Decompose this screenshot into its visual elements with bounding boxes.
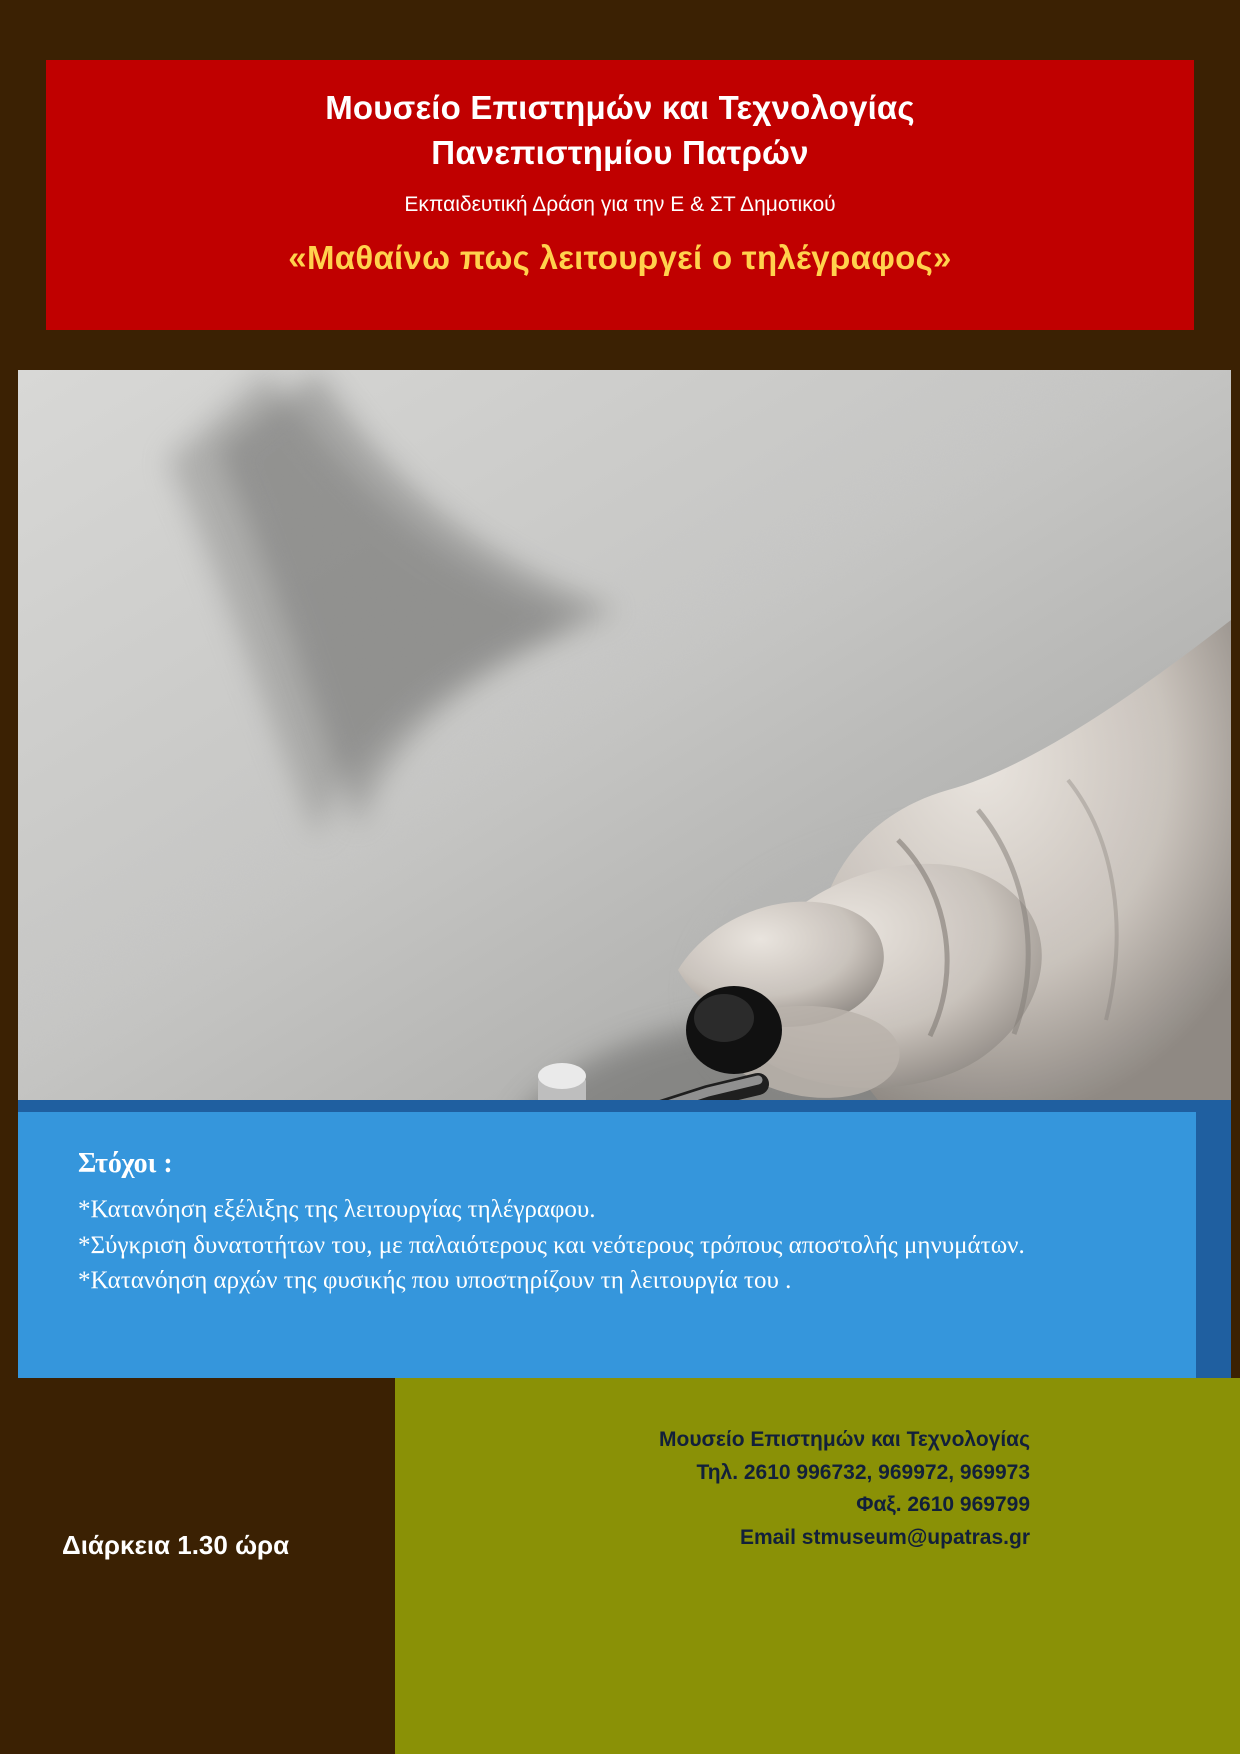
contact-info (659, 1424, 1030, 1554)
contact-org: Μουσείο Επιστημών και Τεχνολογίας (659, 1428, 1030, 1451)
objectives-title: Στόχοι : (78, 1148, 173, 1179)
telegraph-photo (18, 370, 1231, 1100)
museum-title-line2: Πανεπιστημίου Πατρών (431, 133, 809, 171)
header-banner (46, 60, 1194, 330)
duration-label: Διάρκεια 1.30 ώρα (62, 1530, 290, 1560)
activity-title: «Μαθαίνω πως λειτουργεί ο τηλέγραφος» (288, 239, 952, 277)
footer-left-block (0, 1378, 395, 1754)
contact-fax: Φαξ. 2610 969799 (856, 1493, 1030, 1517)
objective-item-3: *Κατανόηση αρχών της φυσικής που υποστηρίζουν τη λειτουργία του . (78, 1267, 792, 1294)
contact-email: Email stmuseum@upatras.gr (739, 1525, 1030, 1549)
museum-title (86, 86, 1154, 175)
header-subtitle: Εκπαιδευτική Δράση για την Ε & ΣΤ Δημοτικού (404, 193, 836, 217)
telegraph-photo-image (18, 370, 1231, 1100)
objective-item-2: *Σύγκριση δυνατοτήτων του, με παλαιότερους και νεότερους τρόπους αποστολής μηνυμάτων. (78, 1231, 1025, 1259)
museum-title-line1: Μουσείο Επιστημών και Τεχνολογίας (325, 89, 915, 126)
contact-phone: Τηλ. 2610 996732, 969972, 969973 (696, 1460, 1030, 1484)
objective-item-1: *Κατανόηση εξέλιξης της λειτουργίας τηλέγραφου. (78, 1196, 596, 1223)
objectives-panel (18, 1112, 1196, 1378)
